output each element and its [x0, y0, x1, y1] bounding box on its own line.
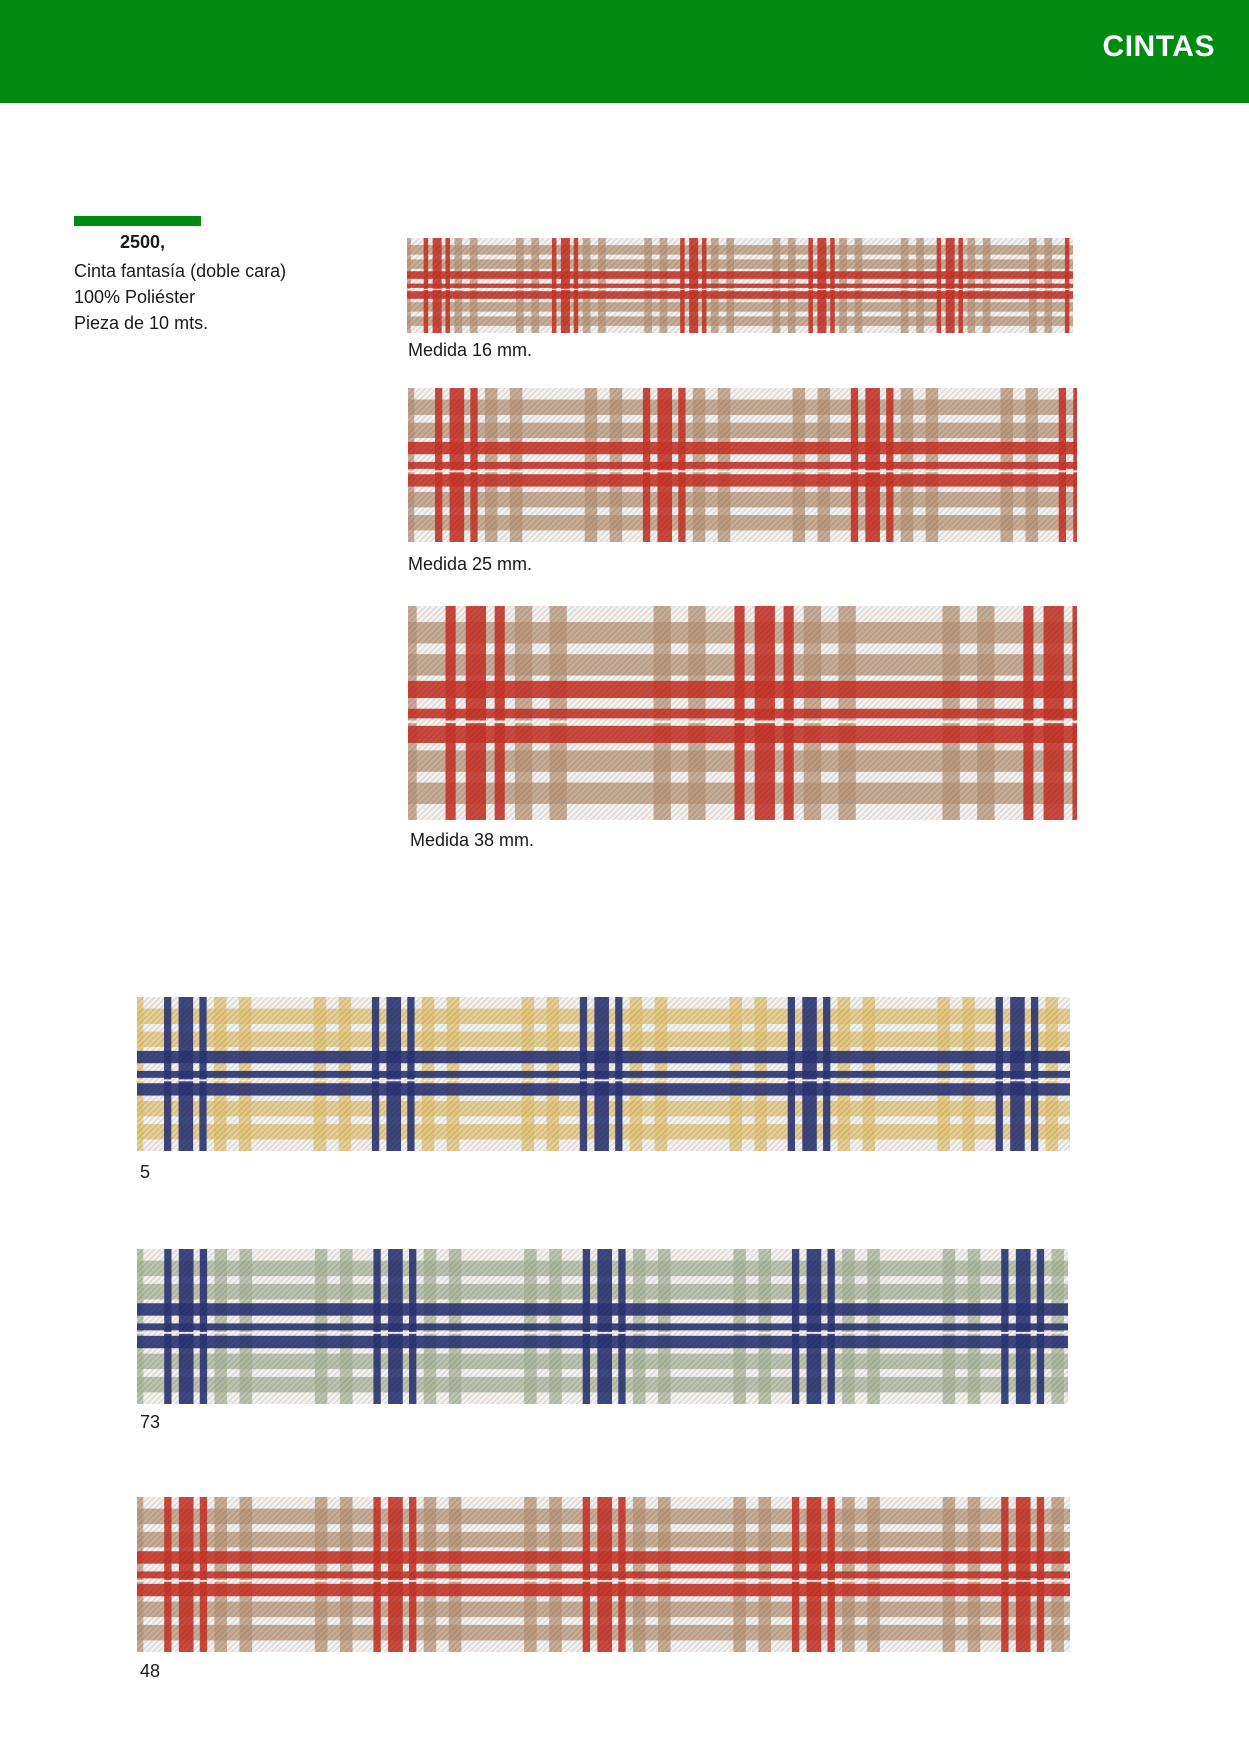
product-code: 2500,	[120, 232, 166, 252]
header-bar	[0, 0, 1249, 103]
ribbon-swatch-color-73	[137, 1249, 1068, 1404]
color-number-73: 73	[140, 1412, 161, 1432]
accent-bar	[74, 216, 201, 226]
ribbon-swatch-color-48	[137, 1497, 1070, 1652]
ribbon-swatch-16mm	[407, 238, 1073, 333]
ribbon-swatch-25mm	[408, 388, 1077, 542]
product-description: Cinta fantasía (doble cara)	[74, 261, 287, 281]
size-caption-38mm: Medida 38 mm.	[410, 830, 535, 850]
ribbon-swatch-38mm	[408, 606, 1077, 820]
product-piece-length: Pieza de 10 mts.	[74, 313, 209, 333]
color-number-48: 48	[140, 1661, 161, 1681]
color-number-5: 5	[140, 1162, 151, 1182]
ribbon-swatch-color-5	[137, 997, 1070, 1151]
product-material: 100% Poliéster	[74, 287, 196, 307]
section-title: CINTAS	[1102, 30, 1215, 63]
size-caption-16mm: Medida 16 mm.	[408, 340, 533, 360]
size-caption-25mm: Medida 25 mm.	[408, 554, 533, 574]
